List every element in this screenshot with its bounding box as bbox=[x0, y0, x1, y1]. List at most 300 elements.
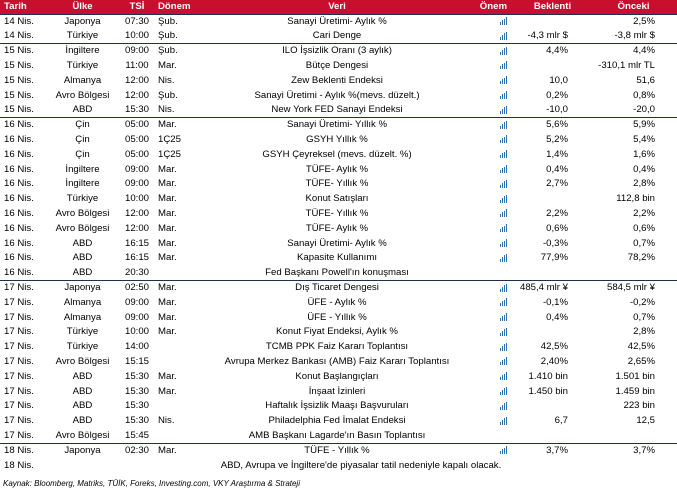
cell-importance bbox=[470, 118, 515, 133]
cell-previous: 1.459 bin bbox=[615, 385, 655, 397]
table-row bbox=[0, 340, 677, 355]
table-row bbox=[0, 443, 677, 458]
col-header-time: TSİ bbox=[129, 0, 145, 12]
cell-date: 16 Nis. bbox=[4, 178, 34, 190]
cell-event: TÜFE - Yıllık % bbox=[304, 444, 370, 456]
cell-note: ABD, Avrupa ve İngiltere'de piyasalar tatil nedeniyle kapalı olacak. bbox=[220, 459, 502, 471]
cell-time: 09:00 bbox=[124, 311, 149, 323]
cell-period: Nis. bbox=[158, 415, 175, 427]
cell-event: Fed Başkanı Powell'ın konuşması bbox=[265, 266, 409, 278]
cell-forecast: 4,4% bbox=[546, 45, 568, 57]
cell-forecast bbox=[515, 428, 590, 443]
cell-period: Mar. bbox=[158, 326, 177, 338]
cell-period: Mar. bbox=[158, 370, 177, 382]
cell-date: 16 Nis. bbox=[4, 119, 34, 131]
signal-bars-icon bbox=[500, 135, 507, 143]
cell-forecast: 1,4% bbox=[546, 148, 568, 160]
signal-bars-icon bbox=[500, 150, 507, 158]
signal-bars-icon bbox=[500, 165, 507, 173]
cell-date: 14 Nis. bbox=[4, 30, 34, 42]
cell-previous: 2,8% bbox=[633, 178, 655, 190]
cell-date: 17 Nis. bbox=[4, 370, 34, 382]
cell-country: ABD bbox=[72, 415, 93, 427]
cell-country: Almanya bbox=[63, 311, 102, 323]
signal-bars-icon bbox=[500, 298, 507, 306]
cell-event: Konut Satışları bbox=[305, 193, 369, 205]
cell-date: 16 Nis. bbox=[4, 148, 34, 160]
cell-date: 16 Nis. bbox=[4, 133, 34, 145]
cell-forecast: 0,2% bbox=[546, 89, 568, 101]
cell-country: Çin bbox=[75, 133, 90, 145]
cell-country: Avro Bölgesi bbox=[55, 355, 110, 367]
cell-importance bbox=[470, 325, 515, 340]
cell-country: İngiltere bbox=[65, 45, 100, 57]
cell-period: Mar. bbox=[158, 222, 177, 234]
cell-event: GSYH Yıllık % bbox=[306, 133, 368, 145]
cell-previous: 0,7% bbox=[633, 237, 655, 249]
cell-importance bbox=[470, 88, 515, 103]
cell-event: Zew Beklenti Endeksi bbox=[291, 74, 383, 86]
cell-time: 10:00 bbox=[124, 193, 149, 205]
signal-bars-icon bbox=[500, 195, 507, 203]
cell-importance bbox=[470, 221, 515, 236]
signal-bars-icon bbox=[500, 106, 507, 114]
cell-country: Japonya bbox=[64, 15, 101, 27]
table-row bbox=[0, 14, 677, 29]
cell-date: 17 Nis. bbox=[4, 429, 34, 441]
cell-period: Mar. bbox=[158, 178, 177, 190]
signal-bars-icon bbox=[500, 446, 507, 454]
cell-forecast: 1.450 bin bbox=[528, 385, 568, 397]
cell-time: 15:30 bbox=[124, 400, 149, 412]
table-row bbox=[0, 221, 677, 236]
cell-event: Sanayi Üretimi- Aylık % bbox=[287, 15, 387, 27]
cell-date: 15 Nis. bbox=[4, 89, 34, 101]
cell-event: Sanayi Üretimi- Yıllık % bbox=[286, 119, 388, 131]
cell-country: ABD bbox=[72, 104, 93, 116]
cell-time: 20:30 bbox=[124, 266, 149, 278]
cell-forecast: 1.410 bin bbox=[528, 370, 568, 382]
cell-forecast bbox=[515, 325, 590, 340]
table-row bbox=[0, 236, 677, 251]
cell-date: 17 Nis. bbox=[4, 282, 34, 294]
cell-event: ÜFE - Aylık % bbox=[307, 296, 367, 308]
col-header-previous: Önceki bbox=[617, 0, 650, 12]
table-row bbox=[0, 295, 677, 310]
cell-importance bbox=[470, 295, 515, 310]
signal-bars-icon bbox=[500, 417, 507, 425]
cell-time: 12:00 bbox=[124, 207, 149, 219]
cell-previous: -0,2% bbox=[629, 296, 655, 308]
cell-country: ABD bbox=[72, 266, 93, 278]
cell-date: 15 Nis. bbox=[4, 59, 34, 71]
cell-importance bbox=[470, 354, 515, 369]
signal-bars-icon bbox=[500, 402, 507, 410]
cell-time: 05:00 bbox=[124, 133, 149, 145]
cell-forecast bbox=[515, 266, 590, 281]
table-row bbox=[0, 103, 677, 118]
cell-date: 17 Nis. bbox=[4, 415, 34, 427]
cell-time: 14:00 bbox=[124, 341, 149, 353]
cell-period: Mar. bbox=[158, 119, 177, 131]
cell-date: 16 Nis. bbox=[4, 163, 34, 175]
cell-event: Philadelphia Fed İmalat Endeksi bbox=[268, 415, 406, 427]
cell-date: 16 Nis. bbox=[4, 266, 34, 278]
cell-event: TÜFE- Yıllık % bbox=[305, 207, 369, 219]
cell-date: 15 Nis. bbox=[4, 104, 34, 116]
cell-period: Mar. bbox=[158, 252, 177, 264]
cell-previous: 0,8% bbox=[633, 89, 655, 101]
cell-forecast: 10,0 bbox=[549, 74, 568, 86]
cell-date: 15 Nis. bbox=[4, 45, 34, 57]
signal-bars-icon bbox=[500, 239, 507, 247]
table-row bbox=[0, 147, 677, 162]
signal-bars-icon bbox=[500, 328, 507, 336]
cell-previous: 2,2% bbox=[633, 207, 655, 219]
signal-bars-icon bbox=[500, 180, 507, 188]
table-row bbox=[0, 29, 677, 44]
cell-forecast: 0,4% bbox=[546, 311, 568, 323]
table-row bbox=[0, 458, 677, 473]
cell-event: İnşaat İzinleri bbox=[308, 385, 366, 397]
cell-time: 15:30 bbox=[124, 385, 149, 397]
cell-previous: 223 bin bbox=[623, 400, 655, 412]
cell-importance bbox=[470, 236, 515, 251]
cell-time: 11:00 bbox=[125, 59, 149, 71]
cell-forecast bbox=[515, 192, 590, 207]
cell-forecast: 2,7% bbox=[546, 178, 568, 190]
cell-forecast bbox=[515, 14, 590, 29]
table-row bbox=[0, 44, 677, 59]
cell-date: 17 Nis. bbox=[4, 355, 34, 367]
cell-period: 1Ç25 bbox=[158, 148, 181, 160]
cell-previous bbox=[590, 428, 677, 443]
cell-country: ABD bbox=[72, 252, 93, 264]
cell-importance bbox=[470, 29, 515, 44]
cell-period: Şub. bbox=[158, 89, 178, 101]
cell-event: Sanayi Üretimi- Aylık % bbox=[287, 237, 387, 249]
signal-bars-icon bbox=[500, 47, 507, 55]
col-header-date: Tarih bbox=[4, 0, 27, 12]
cell-importance bbox=[470, 103, 515, 118]
cell-country: Japonya bbox=[64, 444, 101, 456]
cell-previous: 42,5% bbox=[627, 341, 655, 353]
cell-country: Almanya bbox=[63, 74, 102, 86]
cell-country: Türkiye bbox=[66, 341, 99, 353]
cell-date: 17 Nis. bbox=[4, 296, 34, 308]
cell-forecast: -0,1% bbox=[542, 296, 568, 308]
cell-event: TÜFE- Aylık % bbox=[305, 222, 369, 234]
cell-time: 16:15 bbox=[124, 237, 149, 249]
cell-event: TÜFE- Yıllık % bbox=[305, 178, 369, 190]
table-row bbox=[0, 280, 677, 295]
signal-bars-icon bbox=[500, 313, 507, 321]
cell-country: Çin bbox=[75, 119, 90, 131]
cell-date: 16 Nis. bbox=[4, 193, 34, 205]
cell-event: AMB Başkanı Lagarde'ın Basın Toplantısı bbox=[248, 429, 426, 441]
cell-time: 09:00 bbox=[124, 163, 149, 175]
cell-previous: 1.501 bin bbox=[615, 370, 655, 382]
cell-forecast: 2,2% bbox=[546, 207, 568, 219]
table-row bbox=[0, 369, 677, 384]
cell-date: 15 Nis. bbox=[4, 74, 34, 86]
cell-previous: 0,6% bbox=[633, 222, 655, 234]
cell-previous: 3,7% bbox=[633, 444, 655, 456]
col-header-importance: Önem bbox=[479, 0, 507, 12]
cell-country: Avro Bölgesi bbox=[55, 89, 110, 101]
cell-period: Mar. bbox=[158, 282, 177, 294]
header-row bbox=[0, 0, 677, 14]
signal-bars-icon bbox=[500, 17, 507, 25]
cell-importance bbox=[470, 147, 515, 162]
cell-country: Türkiye bbox=[66, 59, 99, 71]
cell-importance bbox=[470, 369, 515, 384]
cell-period bbox=[154, 340, 204, 355]
signal-bars-icon bbox=[500, 61, 507, 69]
cell-importance bbox=[470, 340, 515, 355]
cell-period: Mar. bbox=[158, 207, 177, 219]
cell-previous: -3,8 mlr $ bbox=[614, 30, 655, 42]
cell-event: Cari Denge bbox=[312, 30, 362, 42]
cell-event: ILO İşsizlik Oranı (3 aylık) bbox=[282, 45, 392, 57]
cell-time: 15:30 bbox=[124, 370, 149, 382]
cell-forecast: -0,3% bbox=[542, 237, 568, 249]
cell-time: 12:00 bbox=[124, 74, 149, 86]
cell-period: Şub. bbox=[158, 30, 178, 42]
table-row bbox=[0, 310, 677, 325]
cell-period: Mar. bbox=[158, 385, 177, 397]
table-row bbox=[0, 206, 677, 221]
cell-importance bbox=[470, 162, 515, 177]
cell-previous: 4,4% bbox=[633, 45, 655, 57]
cell-country: Türkiye bbox=[66, 326, 99, 338]
signal-bars-icon bbox=[500, 209, 507, 217]
cell-period: Mar. bbox=[158, 237, 177, 249]
cell-time: 10:00 bbox=[124, 30, 149, 42]
cell-importance bbox=[470, 132, 515, 147]
signal-bars-icon bbox=[500, 76, 507, 84]
cell-previous: 5,9% bbox=[633, 119, 655, 131]
cell-event: New York FED Sanayi Endeksi bbox=[271, 104, 403, 116]
cell-time: 16:15 bbox=[124, 252, 149, 264]
cell-date: 18 Nis. bbox=[4, 459, 34, 471]
cell-importance bbox=[470, 206, 515, 221]
cell-time: 12:00 bbox=[124, 89, 149, 101]
cell-period bbox=[154, 354, 204, 369]
cell-country: Çin bbox=[75, 148, 90, 160]
cell-date: 17 Nis. bbox=[4, 385, 34, 397]
cell-date: 17 Nis. bbox=[4, 400, 34, 412]
cell-forecast: 0,4% bbox=[546, 163, 568, 175]
cell-previous: -310,1 mlr TL bbox=[598, 59, 655, 71]
signal-bars-icon bbox=[500, 254, 507, 262]
cell-importance bbox=[470, 414, 515, 429]
cell-time: 02:50 bbox=[124, 282, 149, 294]
cell-previous: 12,5 bbox=[636, 415, 655, 427]
cell-period: Şub. bbox=[158, 45, 178, 57]
cell-previous: -20,0 bbox=[633, 104, 655, 116]
cell-date: 17 Nis. bbox=[4, 311, 34, 323]
table-row bbox=[0, 192, 677, 207]
cell-period: Nis. bbox=[158, 74, 175, 86]
cell-previous: 78,2% bbox=[627, 252, 655, 264]
cell-date: 17 Nis. bbox=[4, 326, 34, 338]
table-row bbox=[0, 73, 677, 88]
cell-forecast: 2,40% bbox=[540, 355, 568, 367]
cell-time: 12:00 bbox=[124, 222, 149, 234]
table-row bbox=[0, 384, 677, 399]
cell-time: 09:00 bbox=[124, 178, 149, 190]
cell-importance bbox=[470, 177, 515, 192]
cell-event: Konut Başlangıçları bbox=[295, 370, 379, 382]
cell-forecast: 3,7% bbox=[546, 444, 568, 456]
table-row bbox=[0, 251, 677, 266]
cell-importance bbox=[470, 266, 515, 281]
cell-period: Şub. bbox=[158, 15, 178, 27]
cell-importance bbox=[470, 384, 515, 399]
table-row bbox=[0, 399, 677, 414]
cell-previous: 1,6% bbox=[633, 148, 655, 160]
cell-country: ABD bbox=[72, 400, 93, 412]
cell-time: 15:15 bbox=[124, 355, 149, 367]
cell-period bbox=[154, 399, 204, 414]
cell-country: Almanya bbox=[63, 296, 102, 308]
cell-period: Nis. bbox=[158, 104, 175, 116]
cell-previous: 0,4% bbox=[633, 163, 655, 175]
cell-date: 16 Nis. bbox=[4, 237, 34, 249]
cell-period bbox=[154, 266, 204, 281]
cell-period: Mar. bbox=[158, 311, 177, 323]
cell-period: Mar. bbox=[158, 444, 177, 456]
cell-forecast: 42,5% bbox=[540, 341, 568, 353]
cell-forecast: 77,9% bbox=[540, 252, 568, 264]
cell-event: Dış Ticaret Dengesi bbox=[295, 282, 379, 294]
signal-bars-icon bbox=[500, 91, 507, 99]
cell-period: Mar. bbox=[158, 296, 177, 308]
cell-event: TCMB PPK Faiz Kararı Toplantısı bbox=[265, 341, 409, 353]
cell-time: 05:00 bbox=[124, 119, 149, 131]
cell-time: 15:45 bbox=[124, 429, 149, 441]
signal-bars-icon bbox=[500, 121, 507, 129]
cell-event: Bütçe Dengesi bbox=[305, 59, 369, 71]
cell-importance bbox=[470, 251, 515, 266]
cell-event: Haftalık İşsizlik Maaşı Başvuruları bbox=[265, 400, 409, 412]
cell-time: 09:00 bbox=[124, 296, 149, 308]
cell-time: 07:30 bbox=[124, 15, 149, 27]
col-header-country: Ülke bbox=[72, 0, 93, 12]
cell-country: İngiltere bbox=[65, 178, 100, 190]
cell-date: 16 Nis. bbox=[4, 222, 34, 234]
cell-time: 05:00 bbox=[124, 148, 149, 160]
cell-importance bbox=[470, 280, 515, 295]
cell-forecast: 0,6% bbox=[546, 222, 568, 234]
cell-event: Sanayi Üretimi - Aylık %(mevs. düzelt.) bbox=[254, 89, 420, 101]
signal-bars-icon bbox=[500, 372, 507, 380]
table-row bbox=[0, 325, 677, 340]
signal-bars-icon bbox=[500, 387, 507, 395]
table-row bbox=[0, 118, 677, 133]
cell-country: Türkiye bbox=[66, 30, 99, 42]
cell-previous: 112,8 bin bbox=[616, 193, 655, 205]
cell-forecast bbox=[515, 399, 590, 414]
col-header-period: Dönem bbox=[158, 0, 191, 12]
cell-country: ABD bbox=[72, 370, 93, 382]
cell-period: Mar. bbox=[158, 163, 177, 175]
cell-importance bbox=[470, 310, 515, 325]
cell-importance bbox=[470, 14, 515, 29]
col-header-forecast: Beklenti bbox=[533, 0, 572, 12]
cell-event: ÜFE - Yıllık % bbox=[307, 311, 367, 323]
cell-importance bbox=[470, 428, 515, 443]
cell-forecast: 5,6% bbox=[546, 119, 568, 131]
cell-country: Avro Bölgesi bbox=[55, 429, 110, 441]
cell-period: Mar. bbox=[158, 193, 177, 205]
cell-previous bbox=[590, 266, 677, 281]
cell-country: Avro Bölgesi bbox=[55, 207, 110, 219]
table-row bbox=[0, 162, 677, 177]
cell-forecast: 485,4 mlr ¥ bbox=[520, 282, 568, 294]
cell-forecast bbox=[515, 58, 590, 73]
table-row bbox=[0, 354, 677, 369]
cell-forecast: 5,2% bbox=[546, 133, 568, 145]
table-row bbox=[0, 88, 677, 103]
cell-importance bbox=[470, 192, 515, 207]
cell-time: 09:00 bbox=[124, 45, 149, 57]
cell-time: 02:30 bbox=[124, 444, 149, 456]
cell-period: 1Ç25 bbox=[158, 133, 181, 145]
signal-bars-icon bbox=[500, 32, 507, 40]
cell-previous: 584,5 mlr ¥ bbox=[607, 282, 655, 294]
cell-previous: 5,4% bbox=[633, 133, 655, 145]
cell-country: ABD bbox=[72, 237, 93, 249]
cell-country: ABD bbox=[72, 385, 93, 397]
signal-bars-icon bbox=[500, 357, 507, 365]
cell-importance bbox=[470, 443, 515, 458]
cell-country: Türkiye bbox=[66, 193, 99, 205]
cell-event: GSYH Çeyreksel (mevs. düzelt. %) bbox=[262, 148, 412, 160]
cell-previous: 2,5% bbox=[633, 15, 655, 27]
cell-previous: 0,7% bbox=[633, 311, 655, 323]
cell-time: 10:00 bbox=[124, 326, 149, 338]
cell-event: Kapasite Kullanımı bbox=[297, 252, 377, 264]
signal-bars-icon bbox=[500, 284, 507, 292]
table-row bbox=[0, 177, 677, 192]
cell-event: TÜFE- Aylık % bbox=[305, 163, 369, 175]
cell-importance bbox=[470, 399, 515, 414]
cell-period bbox=[154, 428, 204, 443]
table-row bbox=[0, 58, 677, 73]
cell-importance bbox=[470, 44, 515, 59]
cell-period: Mar. bbox=[158, 59, 177, 71]
cell-event: Avrupa Merkez Bankası (AMB) Faiz Kararı Toplantısı bbox=[224, 355, 450, 367]
table-row bbox=[0, 414, 677, 429]
table-row bbox=[0, 428, 677, 443]
cell-time: 15:30 bbox=[124, 415, 149, 427]
cell-importance bbox=[470, 58, 515, 73]
cell-time: 15:30 bbox=[124, 104, 149, 116]
cell-date: 14 Nis. bbox=[4, 15, 34, 27]
cell-previous: 2,8% bbox=[633, 326, 655, 338]
cell-country: Avro Bölgesi bbox=[55, 222, 110, 234]
cell-country: İngiltere bbox=[65, 163, 100, 175]
col-header-event: Veri bbox=[328, 0, 346, 12]
cell-date: 16 Nis. bbox=[4, 207, 34, 219]
cell-forecast: -4,3 mlr $ bbox=[527, 30, 568, 42]
cell-previous: 51,6 bbox=[636, 74, 655, 86]
table-row bbox=[0, 132, 677, 147]
cell-date: 17 Nis. bbox=[4, 341, 34, 353]
cell-forecast: -10,0 bbox=[546, 104, 568, 116]
